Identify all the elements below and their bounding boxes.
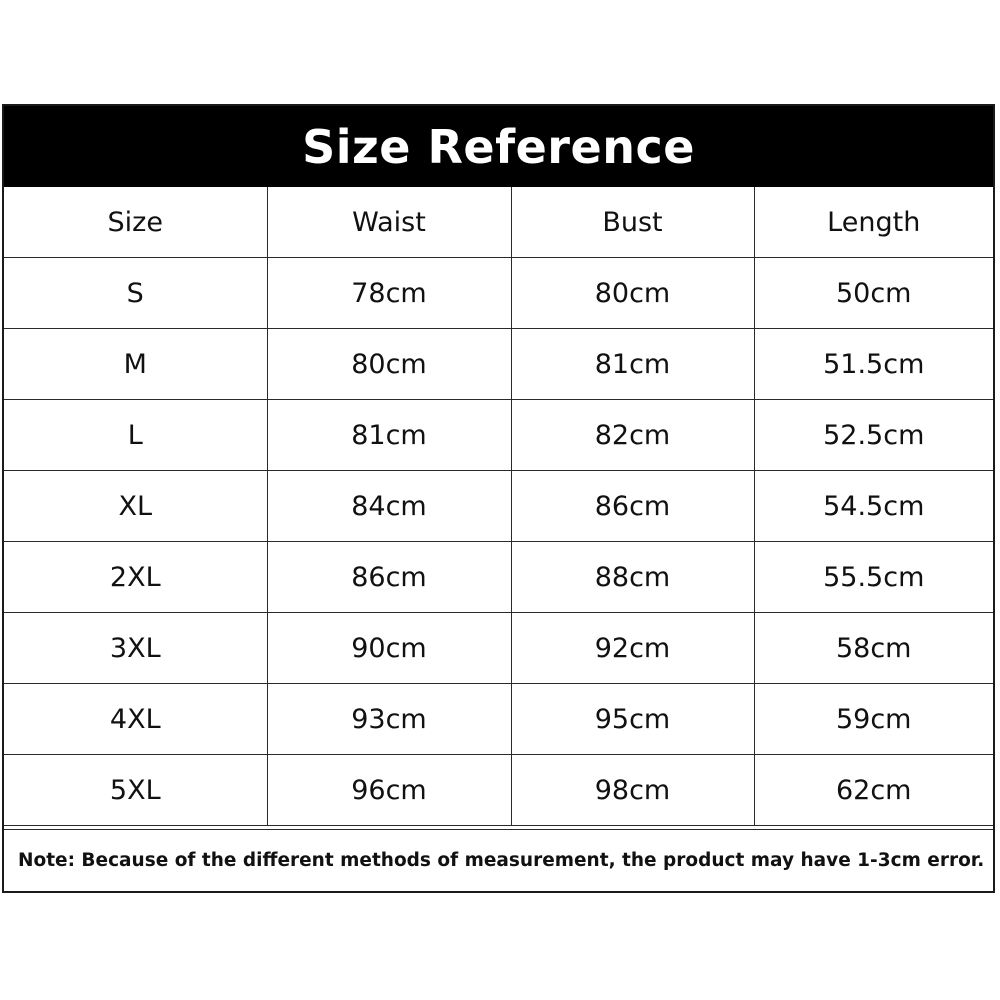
page-title: Size Reference — [302, 119, 695, 174]
cell-waist: 78cm — [267, 258, 511, 329]
table-header-row — [4, 187, 993, 258]
cell-bust: 88cm — [511, 542, 754, 613]
size-table — [4, 187, 993, 826]
cell-length: 51.5cm — [754, 329, 993, 400]
cell-bust: 86cm — [511, 471, 754, 542]
table-row — [4, 258, 993, 329]
cell-bust: 80cm — [511, 258, 754, 329]
cell-bust: 81cm — [511, 329, 754, 400]
table-row — [4, 542, 993, 613]
table-row — [4, 400, 993, 471]
column-header-waist: Waist — [267, 187, 511, 258]
cell-waist: 84cm — [267, 471, 511, 542]
cell-waist: 81cm — [267, 400, 511, 471]
title-bar — [4, 106, 993, 187]
cell-size: M — [4, 329, 267, 400]
cell-waist: 93cm — [267, 684, 511, 755]
cell-waist: 86cm — [267, 542, 511, 613]
cell-length: 59cm — [754, 684, 993, 755]
table-row — [4, 684, 993, 755]
column-header-bust: Bust — [511, 187, 754, 258]
cell-length: 50cm — [754, 258, 993, 329]
cell-bust: 98cm — [511, 755, 754, 826]
cell-length: 58cm — [754, 613, 993, 684]
table-row — [4, 471, 993, 542]
table-row — [4, 613, 993, 684]
table-row — [4, 755, 993, 826]
cell-bust: 92cm — [511, 613, 754, 684]
cell-size: 3XL — [4, 613, 267, 684]
size-chart — [2, 104, 995, 893]
table-row — [4, 329, 993, 400]
cell-waist: 96cm — [267, 755, 511, 826]
cell-size: 4XL — [4, 684, 267, 755]
cell-size: 5XL — [4, 755, 267, 826]
cell-size: 2XL — [4, 542, 267, 613]
measurement-note-row — [4, 829, 993, 891]
measurement-note: Note: Because of the different methods of measurement, the product may have 1-3cm error. — [18, 850, 985, 871]
cell-length: 62cm — [754, 755, 993, 826]
cell-length: 54.5cm — [754, 471, 993, 542]
cell-bust: 82cm — [511, 400, 754, 471]
cell-waist: 80cm — [267, 329, 511, 400]
cell-waist: 90cm — [267, 613, 511, 684]
column-header-length: Length — [754, 187, 993, 258]
cell-size: L — [4, 400, 267, 471]
cell-length: 55.5cm — [754, 542, 993, 613]
cell-size: XL — [4, 471, 267, 542]
column-header-size: Size — [4, 187, 267, 258]
cell-length: 52.5cm — [754, 400, 993, 471]
cell-size: S — [4, 258, 267, 329]
cell-bust: 95cm — [511, 684, 754, 755]
